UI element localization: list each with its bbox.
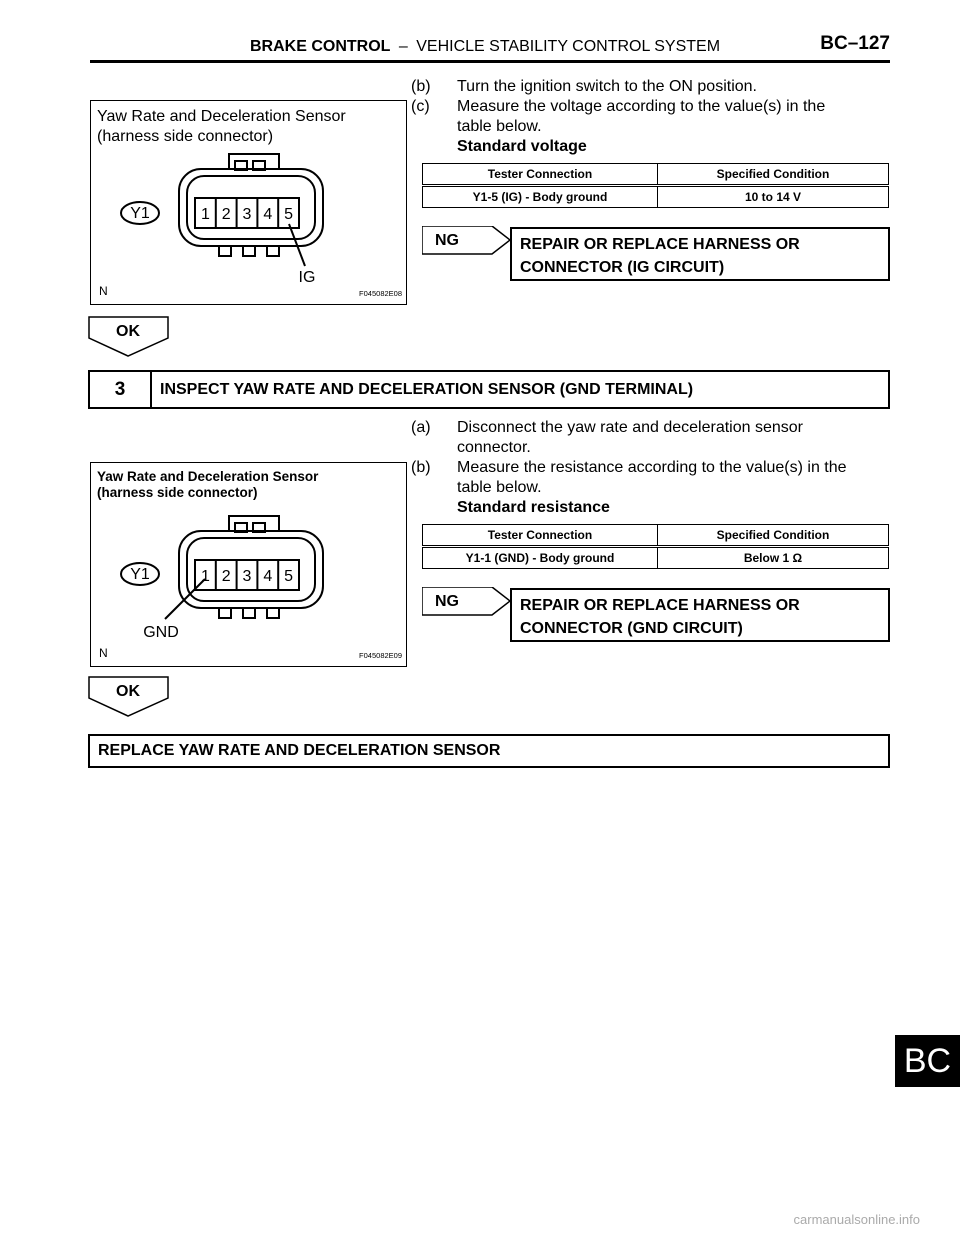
table-cell: Below 1 Ω — [658, 547, 889, 569]
action-line-1: REPAIR OR REPLACE HARNESS OR — [520, 597, 800, 614]
pin-4: 4 — [263, 568, 273, 585]
page-number: BC–127 — [820, 33, 890, 54]
table-cell: Y1-1 (GND) - Body ground — [423, 547, 658, 569]
instruction-text-cont: table below. — [457, 118, 542, 135]
n-mark: N — [99, 284, 108, 298]
page-header-title — [250, 38, 720, 56]
header-subsection: VEHICLE STABILITY CONTROL SYSTEM — [416, 38, 721, 55]
instruction-text-cont: connector. — [457, 439, 531, 456]
table-header: Tester Connection — [423, 525, 658, 547]
caption-line-1: Yaw Rate and Deceleration Sensor — [97, 108, 346, 125]
step-number: 3 — [90, 372, 152, 407]
table-header: Specified Condition — [658, 164, 889, 186]
spec-table-resistance — [422, 524, 889, 569]
instruction-label: (c) — [411, 98, 430, 115]
instruction-b — [411, 77, 757, 97]
pin-1: 1 — [200, 568, 210, 585]
instruction-text: Measure the voltage according to the value(s) in the — [457, 98, 826, 115]
figure-gnd-connector — [90, 462, 407, 667]
pin-3: 3 — [242, 206, 252, 223]
instruction-text-cont: table below. — [457, 479, 542, 496]
spec-table-voltage — [422, 163, 889, 208]
caption-line-1: Yaw Rate and Deceleration Sensor — [97, 469, 319, 484]
action-line-2: CONNECTOR (GND CIRCUIT) — [520, 620, 743, 637]
connector-label: Y1 — [130, 566, 150, 583]
instruction-label: (b) — [411, 78, 431, 95]
instruction-text: Disconnect the yaw rate and deceleration sensor — [457, 419, 803, 436]
pin-5: 5 — [284, 206, 294, 223]
step-3-header — [88, 370, 890, 409]
ng-label: NG — [435, 593, 459, 610]
standard-label: Standard voltage — [457, 138, 587, 155]
pin-4: 4 — [263, 206, 273, 223]
instruction-label: (a) — [411, 419, 431, 436]
header-dash: – — [398, 38, 408, 55]
action-line-1: REPAIR OR REPLACE HARNESS OR — [520, 236, 800, 253]
instruction-c — [411, 97, 825, 137]
connector-diagram — [91, 463, 406, 666]
pin-5: 5 — [284, 568, 294, 585]
ng-action-box — [510, 227, 890, 281]
ng-label: NG — [435, 232, 459, 249]
caption-line-2: (harness side connector) — [97, 128, 274, 145]
final-action-box — [88, 734, 890, 768]
standard-label: Standard resistance — [457, 499, 610, 516]
instruction-a — [411, 418, 803, 458]
ok-label: OK — [116, 323, 140, 340]
footer-watermark: carmanualsonline.info — [793, 1212, 920, 1227]
figure-code: F045082E08 — [359, 289, 402, 298]
pin-2: 2 — [221, 568, 231, 585]
section-tab: BC — [895, 1035, 960, 1087]
instruction-b2 — [411, 458, 847, 498]
header-section: BRAKE CONTROL — [250, 38, 391, 55]
pointer-label: GND — [143, 624, 179, 641]
pin-2: 2 — [221, 206, 231, 223]
final-action-text: REPLACE YAW RATE AND DECELERATION SENSOR — [98, 742, 501, 759]
instruction-text: Turn the ignition switch to the ON position. — [457, 78, 757, 95]
pointer-label: IG — [298, 269, 316, 286]
figure-ig-connector — [90, 100, 407, 305]
pin-1: 1 — [200, 206, 210, 223]
table-header: Tester Connection — [423, 164, 658, 186]
header-rule — [90, 60, 890, 63]
pin-3: 3 — [242, 568, 252, 585]
table-cell: 10 to 14 V — [658, 186, 889, 208]
connector-diagram — [91, 101, 406, 304]
instruction-label: (b) — [411, 459, 431, 476]
instruction-text: Measure the resistance according to the value(s) in the — [457, 459, 847, 476]
ok-label: OK — [116, 683, 140, 700]
caption-line-2: (harness side connector) — [97, 485, 258, 500]
figure-code: F045082E09 — [359, 651, 402, 660]
action-line-2: CONNECTOR (IG CIRCUIT) — [520, 259, 725, 276]
connector-label: Y1 — [130, 205, 150, 222]
table-header: Specified Condition — [658, 525, 889, 547]
n-mark: N — [99, 646, 108, 660]
ng-action-box — [510, 588, 890, 642]
step-title: INSPECT YAW RATE AND DECELERATION SENSOR (GND TERMINAL) — [160, 380, 694, 398]
table-cell: Y1-5 (IG) - Body ground — [423, 186, 658, 208]
